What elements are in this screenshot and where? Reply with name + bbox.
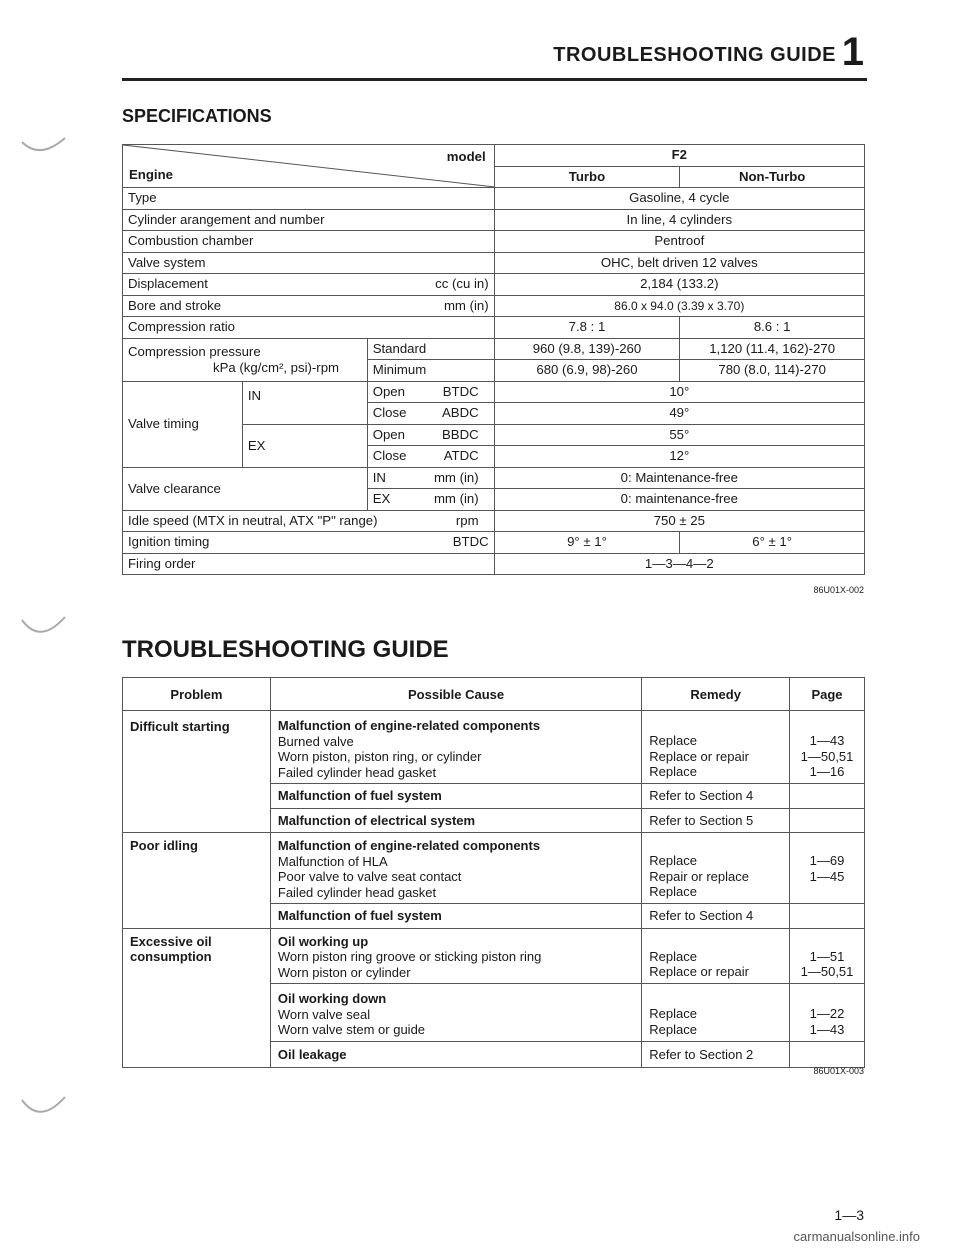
spec-value: OHC, belt driven 12 valves xyxy=(494,252,864,274)
spec-sublabel: Minimum xyxy=(367,360,494,382)
spec-unit: cc (cu in) xyxy=(435,276,489,292)
spec-label: Compression ratio xyxy=(123,317,495,339)
table-row xyxy=(123,711,865,784)
problem-line: consumption xyxy=(130,949,212,964)
cause-item: Poor valve to valve seat contact xyxy=(277,869,462,884)
page-cell xyxy=(790,984,865,1042)
remedy-item: Refer to Section 4 xyxy=(642,784,790,809)
spec-value: 0: Maintenance-free xyxy=(494,467,864,489)
spec-sublabel xyxy=(367,446,494,468)
header-cause: Possible Cause xyxy=(270,678,641,711)
cause-heading: Oil working down xyxy=(277,991,387,1006)
table-row xyxy=(123,833,865,904)
header-remedy: Remedy xyxy=(642,678,790,711)
corner-model-label: model xyxy=(446,149,486,164)
spec-value: 86.0 x 94.0 (3.39 x 3.70) xyxy=(494,295,864,317)
spec-value: Pentroof xyxy=(494,231,864,253)
remedy-cell xyxy=(642,984,790,1042)
corner-engine-label: Engine xyxy=(129,167,173,182)
page-header xyxy=(0,0,960,90)
spec-value: 49° xyxy=(494,403,864,425)
spec-row xyxy=(123,532,865,554)
page-ref: 1—22 xyxy=(809,1006,845,1021)
spec-sublabel: EX xyxy=(242,424,367,467)
remedy-item: Replace or repair xyxy=(649,748,749,764)
spec-value-turbo: 7.8 : 1 xyxy=(494,317,680,339)
spec-value: 2,184 (133.2) xyxy=(494,274,864,296)
cause-item: Burned valve xyxy=(277,733,354,749)
spec-value-turbo: 680 (6.9, 98)-260 xyxy=(494,360,680,382)
remedy-item: Replace xyxy=(649,1021,697,1037)
timing-event: Open xyxy=(372,383,405,399)
spec-unit: rpm xyxy=(455,512,479,528)
cause-heading: Malfunction of electrical system xyxy=(270,808,641,833)
clearance-label: IN xyxy=(372,469,386,485)
header-page: Page xyxy=(790,678,865,711)
cause-item: Worn piston, piston ring, or cylinder xyxy=(277,749,482,764)
clearance-label: EX xyxy=(372,491,391,507)
cause-heading: Oil leakage xyxy=(270,1041,641,1068)
diagonal-line xyxy=(123,145,495,187)
spec-value: Gasoline, 4 cycle xyxy=(494,188,864,210)
page-ref: 1—43 xyxy=(809,733,845,748)
spec-row xyxy=(123,381,865,403)
figure-code: 86U01X-003 xyxy=(813,1066,864,1076)
col-turbo: Turbo xyxy=(494,166,680,188)
remedy-item: Refer to Section 5 xyxy=(642,808,790,833)
cause-heading: Oil working up xyxy=(277,933,369,949)
spec-sublabel xyxy=(367,381,494,403)
troubleshooting-table xyxy=(122,677,865,1068)
timing-event: Close xyxy=(372,448,407,464)
page-cell xyxy=(790,904,865,929)
spec-value-nonturbo: 8.6 : 1 xyxy=(680,317,865,339)
spec-row xyxy=(123,274,865,296)
spec-label-text: Bore and stroke xyxy=(128,297,222,313)
remedy-cell xyxy=(642,833,790,904)
spec-label xyxy=(123,274,495,296)
problem-cell xyxy=(123,928,271,1068)
spec-sublabel: Standard xyxy=(367,338,494,360)
spec-row xyxy=(123,467,865,489)
page-ref: 1—43 xyxy=(809,1021,845,1037)
spec-sublabel xyxy=(367,403,494,425)
remedy-item: Replace xyxy=(649,733,697,748)
cause-cell xyxy=(270,711,641,784)
troubleshooting-heading: TROUBLESHOOTING GUIDE xyxy=(122,636,449,663)
spec-unit: mm (in) xyxy=(433,469,479,485)
timing-ref: BBDC xyxy=(441,426,479,442)
table-row xyxy=(123,928,865,984)
remedy-item: Refer to Section 4 xyxy=(642,904,790,929)
remedy-item: Replace xyxy=(649,764,697,779)
spec-row xyxy=(123,317,865,339)
page-cell xyxy=(790,808,865,833)
spec-label: Combustion chamber xyxy=(123,231,495,253)
spec-value-turbo: 9° ± 1° xyxy=(494,532,680,554)
spec-label xyxy=(123,295,495,317)
spec-row xyxy=(123,252,865,274)
spec-header-row xyxy=(123,145,865,167)
cause-cell xyxy=(270,833,641,904)
spec-label-text: Ignition timing xyxy=(128,534,210,550)
spec-value: In line, 4 cylinders xyxy=(494,209,864,231)
problem-line: Excessive oil xyxy=(130,933,212,949)
cause-heading: Malfunction of fuel system xyxy=(270,904,641,929)
remedy-item: Replace xyxy=(649,948,697,964)
specifications-heading: SPECIFICATIONS xyxy=(122,106,272,126)
problem-cell: Difficult starting xyxy=(123,711,271,833)
remedy-item: Replace or repair xyxy=(649,964,749,979)
timing-event: Close xyxy=(372,405,407,421)
cause-item: Worn piston ring groove or sticking piston ring xyxy=(277,949,542,964)
spec-sublabel: IN xyxy=(242,381,367,424)
cause-item: Failed cylinder head gasket xyxy=(277,884,437,900)
page-ref: 1—16 xyxy=(809,764,845,779)
specifications-table xyxy=(122,144,865,575)
spec-value-nonturbo: 1,120 (11.4, 162)-270 xyxy=(680,338,865,360)
spec-sublabel xyxy=(367,424,494,446)
timing-ref: ABDC xyxy=(441,405,479,421)
page-ref: 1—45 xyxy=(809,868,845,884)
cause-cell xyxy=(270,984,641,1042)
spec-unit: mm (in) xyxy=(433,491,479,507)
spec-value: 55° xyxy=(494,424,864,446)
spec-label: Valve clearance xyxy=(123,467,368,510)
spec-value: 0: maintenance-free xyxy=(494,489,864,511)
watermark: carmanualsonline.info xyxy=(793,1229,920,1244)
model-engine-corner xyxy=(123,145,495,188)
binder-hole-mark xyxy=(20,605,70,645)
page-ref: 1—50,51 xyxy=(800,964,854,979)
spec-label: Cylinder arangement and number xyxy=(123,209,495,231)
spec-row xyxy=(123,338,865,360)
spec-value-nonturbo: 6° ± 1° xyxy=(680,532,865,554)
page-cell xyxy=(790,784,865,809)
cause-item: Failed cylinder head gasket xyxy=(277,764,437,780)
cause-heading: Malfunction of engine-related components xyxy=(277,718,541,733)
spec-sublabel xyxy=(367,489,494,511)
page-cell xyxy=(790,833,865,904)
spec-value-turbo: 960 (9.8, 139)-260 xyxy=(494,338,680,360)
binder-hole-mark xyxy=(20,120,70,160)
spec-label: Firing order xyxy=(123,553,495,575)
header-rule xyxy=(122,78,867,81)
timing-ref: ATDC xyxy=(443,448,479,464)
page-cell xyxy=(790,1041,865,1068)
spec-label-text: Displacement xyxy=(128,276,208,292)
remedy-item: Replace xyxy=(649,853,697,868)
spec-label: Valve system xyxy=(123,252,495,274)
cause-item: Worn valve seal xyxy=(277,1006,371,1022)
spec-unit: BTDC xyxy=(452,534,489,550)
cause-cell xyxy=(270,928,641,984)
timing-ref: BTDC xyxy=(442,383,479,399)
timing-event: Open xyxy=(372,426,405,442)
spec-row xyxy=(123,295,865,317)
table-header-row xyxy=(123,678,865,711)
section-number: 1 xyxy=(841,30,864,74)
compression-pressure-unit: kPa (kg/cm², psi)-rpm xyxy=(213,359,340,375)
spec-sublabel xyxy=(367,467,494,489)
spec-row xyxy=(123,209,865,231)
problem-cell: Poor idling xyxy=(123,833,271,929)
header-title: TROUBLESHOOTING GUIDE xyxy=(553,44,836,66)
spec-row xyxy=(123,510,865,532)
spec-label xyxy=(123,510,495,532)
col-nonturbo: Non-Turbo xyxy=(680,166,865,188)
spec-value-nonturbo: 780 (8.0, 114)-270 xyxy=(680,360,865,382)
spec-unit: mm (in) xyxy=(443,297,489,313)
spec-label: Valve timing xyxy=(123,381,243,467)
remedy-item: Replace xyxy=(649,1006,697,1021)
spec-label xyxy=(123,338,368,381)
page-ref: 1—51 xyxy=(809,948,845,964)
spec-value: 12° xyxy=(494,446,864,468)
remedy-item: Replace xyxy=(649,884,697,899)
binder-hole-mark xyxy=(20,1085,70,1125)
page-ref: 1—50,51 xyxy=(800,748,854,764)
spec-value: 750 ± 25 xyxy=(494,510,864,532)
cause-item: Malfunction of HLA xyxy=(277,853,388,869)
spec-label: Type xyxy=(123,188,495,210)
compression-pressure-label: Compression pressure xyxy=(128,343,261,359)
spec-row xyxy=(123,188,865,210)
spec-row xyxy=(123,553,865,575)
header-problem: Problem xyxy=(123,678,271,711)
cause-heading: Malfunction of engine-related components xyxy=(277,838,541,853)
remedy-cell xyxy=(642,711,790,784)
cause-heading: Malfunction of fuel system xyxy=(270,784,641,809)
figure-code: 86U01X-002 xyxy=(813,585,864,595)
page-cell xyxy=(790,711,865,784)
spec-label-text: Idle speed (MTX in neutral, ATX "P" range) xyxy=(128,512,378,528)
page-ref: 1—69 xyxy=(809,853,845,868)
spec-label xyxy=(123,532,495,554)
remedy-item: Refer to Section 2 xyxy=(642,1041,790,1068)
spec-row xyxy=(123,231,865,253)
remedy-item: Repair or replace xyxy=(649,868,749,884)
model-name: F2 xyxy=(494,145,864,167)
spec-value: 1—3—4—2 xyxy=(494,553,864,575)
remedy-cell xyxy=(642,928,790,984)
page-cell xyxy=(790,928,865,984)
page-number: 1—3 xyxy=(834,1207,864,1223)
spec-value: 10° xyxy=(494,381,864,403)
cause-item: Worn piston or cylinder xyxy=(277,964,411,980)
cause-item: Worn valve stem or guide xyxy=(277,1022,426,1037)
